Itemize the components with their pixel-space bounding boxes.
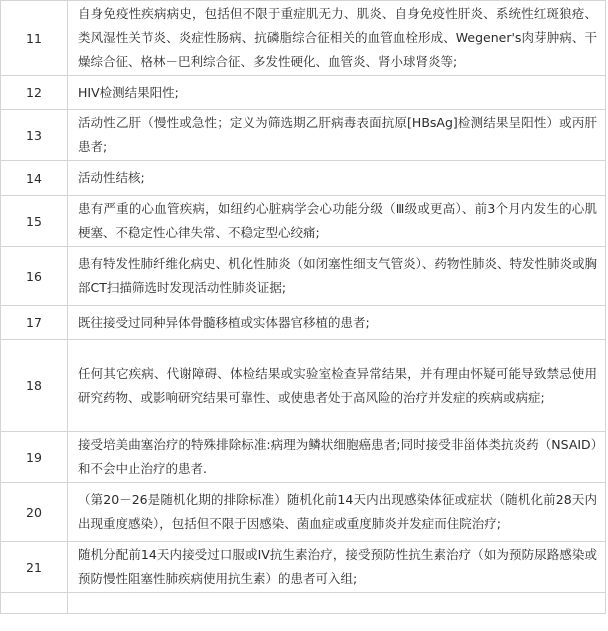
row-number: 16 xyxy=(1,247,68,306)
criterion-text: 任何其它疾病、代谢障碍、体检结果或实验室检查异常结果，并有理由怀疑可能导致禁忌使用研究药物、或影响研究结果可靠性、或使患者处于高风险的治疗并发症的疾病或病症; xyxy=(68,340,606,432)
row-number: 11 xyxy=(1,1,68,76)
criterion-text: 患有严重的心血管疾病，如纽约心脏病学会心功能分级（Ⅲ级或更高）、前3个月内发生的心肌梗塞、不稳定性心律失常、不稳定型心绞痛; xyxy=(68,196,606,247)
table-row xyxy=(1,76,606,110)
table-row xyxy=(1,1,606,76)
criterion-text: HIV检测结果阳性; xyxy=(68,76,606,110)
row-number: 13 xyxy=(1,110,68,161)
table-row xyxy=(1,247,606,306)
table-row xyxy=(1,196,606,247)
row-number xyxy=(1,593,68,614)
table-row xyxy=(1,542,606,593)
table-row xyxy=(1,306,606,340)
criterion-text: 活动性结核; xyxy=(68,161,606,196)
row-number: 14 xyxy=(1,161,68,196)
row-number: 17 xyxy=(1,306,68,340)
table-row xyxy=(1,340,606,432)
table-row xyxy=(1,483,606,542)
criterion-text: 接受培美曲塞治疗的特殊排除标准:病理为鳞状细胞癌患者;同时接受非甾体类抗炎药（NSAID）和不会中止治疗的患者. xyxy=(68,432,606,483)
criterion-text: 患有特发性肺纤维化病史、机化性肺炎（如闭塞性细支气管炎）、药物性肺炎、特发性肺炎或胸部CT扫描筛选时发现活动性肺炎证据; xyxy=(68,247,606,306)
row-number: 21 xyxy=(1,542,68,593)
table-row xyxy=(1,432,606,483)
row-number: 18 xyxy=(1,340,68,432)
criterion-text: 活动性乙肝（慢性或急性；定义为筛选期乙肝病毒表面抗原[HBsAg]检测结果呈阳性）或丙肝患者; xyxy=(68,110,606,161)
table-row xyxy=(1,110,606,161)
table-row xyxy=(1,161,606,196)
row-number: 12 xyxy=(1,76,68,110)
criterion-text: 既往接受过同种异体骨髓移植或实体器官移植的患者; xyxy=(68,306,606,340)
criterion-text: 随机分配前14天内接受过口服或IV抗生素治疗，接受预防性抗生素治疗（如为预防尿路感染或预防慢性阻塞性肺疾病使用抗生素）的患者可入组; xyxy=(68,542,606,593)
row-number: 20 xyxy=(1,483,68,542)
criterion-text xyxy=(68,593,606,614)
criterion-text: （第20－26是随机化期的排除标准）随机化前14天内出现感染体征或症状（随机化前28天内出现重度感染），包括但不限于因感染、菌血症或重度肺炎并发症而住院治疗; xyxy=(68,483,606,542)
row-number: 15 xyxy=(1,196,68,247)
row-number: 19 xyxy=(1,432,68,483)
table-row xyxy=(1,593,606,614)
criterion-text: 自身免疫性疾病病史，包括但不限于重症肌无力、肌炎、自身免疫性肝炎、系统性红斑狼疮、类风湿性关节炎、炎症性肠病、抗磷脂综合征相关的血管血栓形成、Wegener's肉芽肿病、干燥综合征、格林－巴利综合征、多发性硬化、血管炎、肾小球肾炎等; xyxy=(68,1,606,76)
